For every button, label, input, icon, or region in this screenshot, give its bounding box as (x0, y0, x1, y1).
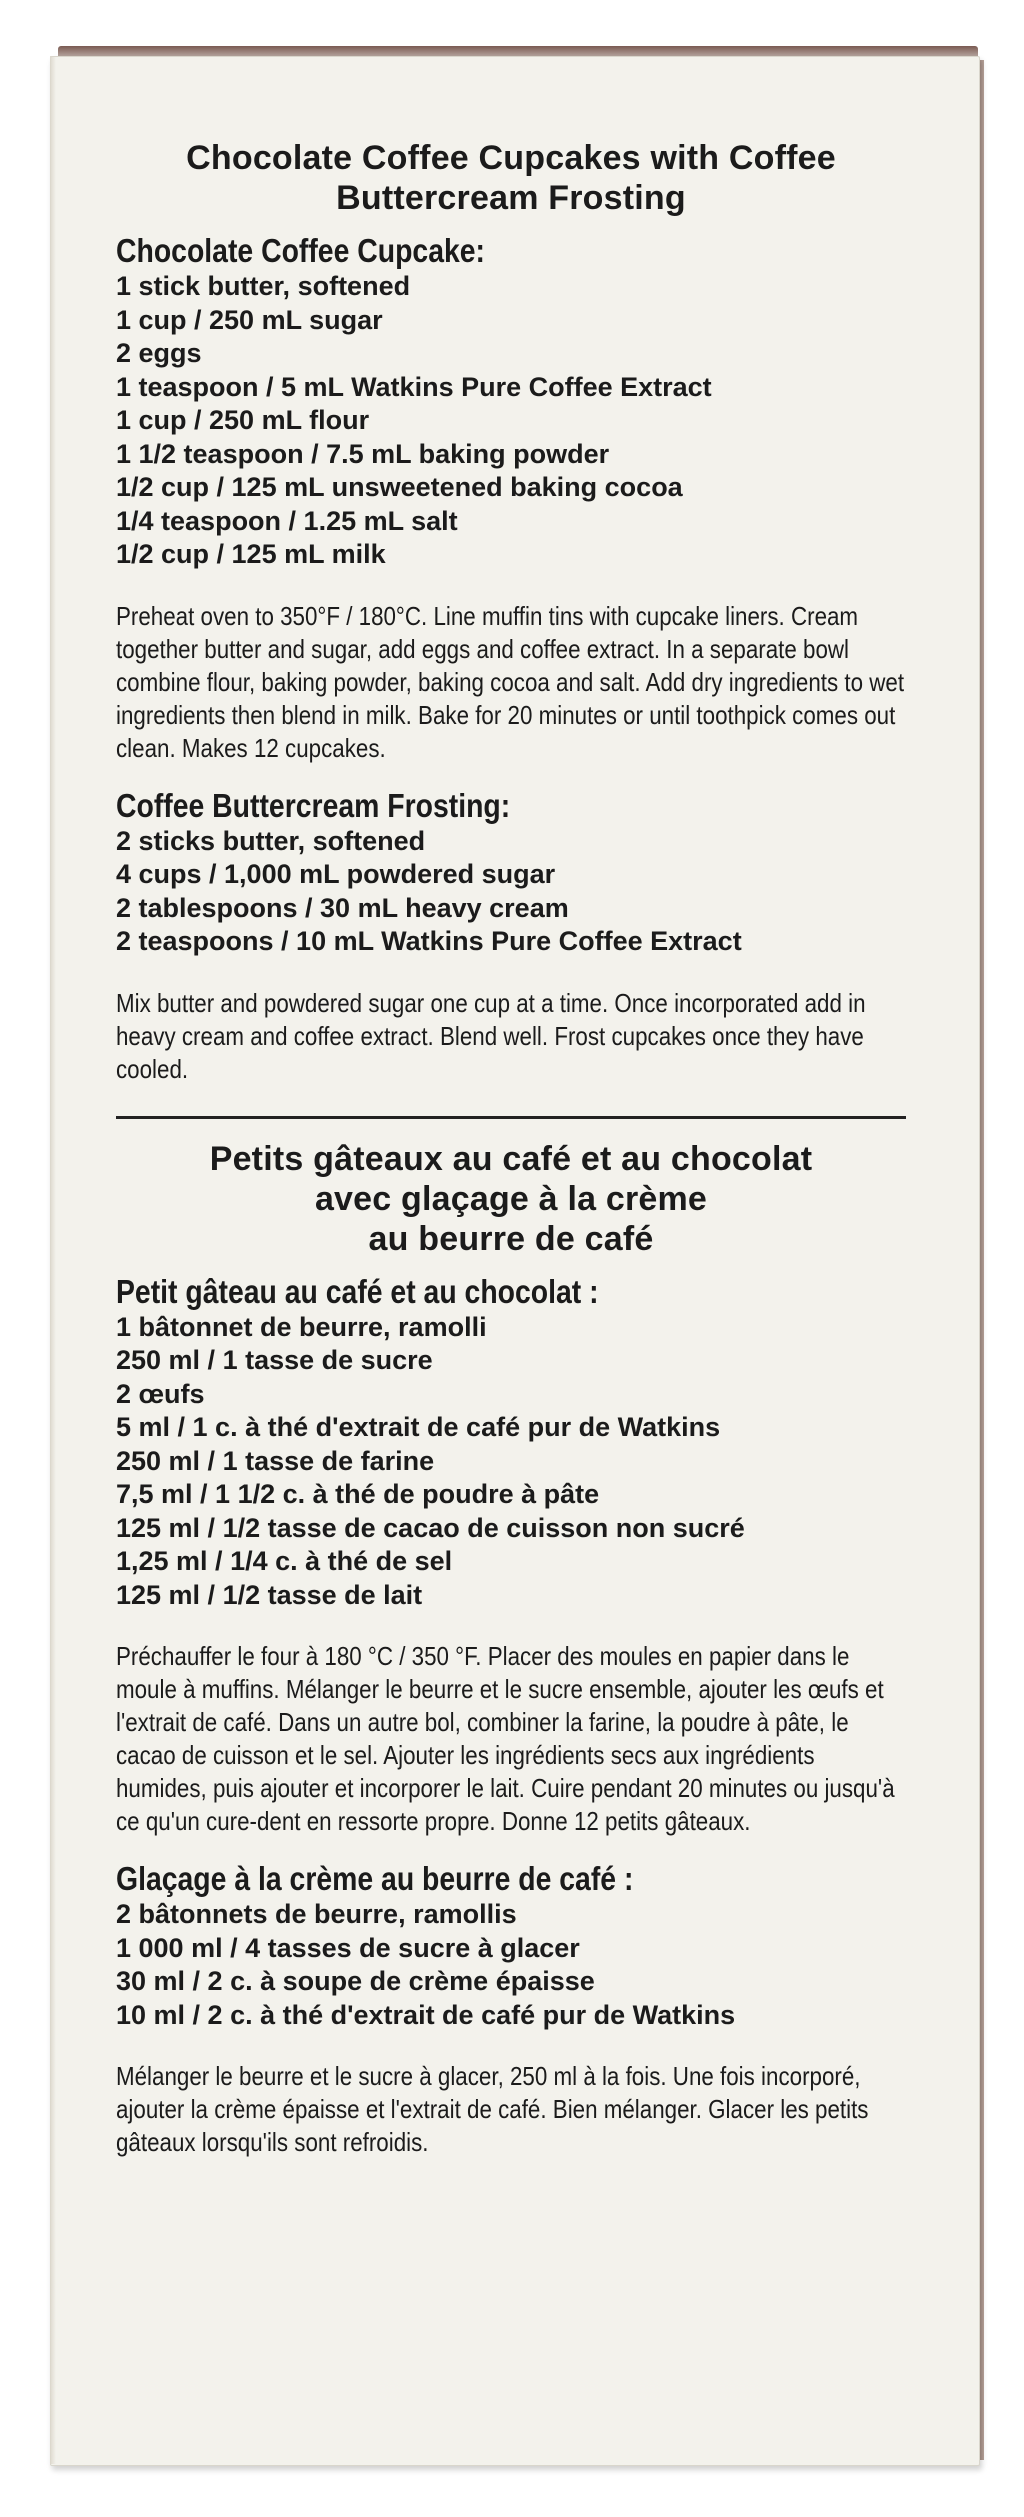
ingredient: 2 eggs (116, 338, 202, 368)
title-line: avec glaçage à la crème (314, 1179, 708, 1218)
cupcake-heading-french: Petit gâteau au café et au chocolat : (116, 1272, 599, 1310)
frosting-ingredients-french (116, 1898, 906, 2032)
recipe-content (116, 138, 906, 2159)
ingredient: 1 cup / 250 mL sugar (116, 304, 383, 335)
cupcake-instructions-french: Préchauffer le four à 180 °C / 350 °F. Placer des moules en papier dans le moule à muffins. Mélanger le beurre et le sucre ensemble, ajouter les œufs et l'extrait de café. Dans un autre bol, combiner la farine, la poudre à pâte, le cacao de cuisson et le sel. Ajouter les ingrédients secs aux ingrédients humides, puis ajouter et incorporer le lait. Cuire pendant 20 minutes ou jusqu'à ce qu'un cure-dent en ressorte propre. Donne 12 petits gâteaux. (116, 1641, 895, 1836)
ingredient: 1 teaspoon / 5 mL Watkins Pure Coffee Extract (116, 371, 712, 402)
ingredient: 2 teaspoons / 10 mL Watkins Pure Coffee Extract (116, 926, 742, 956)
title-line: au beurre de café (368, 1219, 654, 1258)
recipe-title-english (116, 138, 906, 218)
cupcake-heading-english: Chocolate Coffee Cupcake: (116, 232, 486, 269)
ingredient: 1 bâtonnet de beurre, ramolli (116, 1311, 487, 1342)
ingredient: 1 cup / 250 mL flour (116, 405, 370, 435)
ingredient: 1 000 ml / 4 tasses de sucre à glacer (116, 1932, 580, 1963)
frosting-instructions-french: Mélanger le beurre et le sucre à glacer, 250 ml à la fois. Une fois incorporé, ajouter la crème épaisse et l'extrait de café. Bien mélanger. Glacer les petits gâteaux lorsqu'ils sont refroidis. (116, 2061, 869, 2157)
ingredient: 7,5 ml / 1 1/2 c. à thé de poudre à pâte (116, 1479, 600, 1509)
cupcake-ingredients-french (116, 1311, 906, 1613)
cupcake-ingredients-english (116, 270, 906, 572)
ingredient: 125 ml / 1/2 tasse de cacao de cuisson non sucré (116, 1512, 745, 1543)
ingredient: 1/2 cup / 125 mL milk (116, 539, 386, 569)
ingredient: 250 ml / 1 tasse de sucre (116, 1345, 433, 1375)
ingredient: 1 stick butter, softened (116, 271, 411, 301)
ingredient: 2 bâtonnets de beurre, ramollis (116, 1899, 517, 1929)
ingredient: 250 ml / 1 tasse de farine (116, 1445, 435, 1476)
cupcake-instructions-english: Preheat oven to 350°F / 180°C. Line muffin tins with cupcake liners. Cream together butter and sugar, add eggs and coffee extract. In a separate bowl combine flour, baking powder, baking cocoa and salt. Add dry ingredients to wet ingredients then blend in milk. Bake for 20 minutes or until toothpick comes out clean. Makes 12 cupcakes. (116, 600, 905, 763)
frosting-instructions-english: Mix butter and powdered sugar one cup at a time. Once incorporated add in heavy cream and coffee extract. Blend well. Frost cupcakes once they have cooled. (116, 987, 866, 1084)
ingredient: 1/2 cup / 125 mL unsweetened baking cocoa (116, 472, 683, 502)
ingredient: 30 ml / 2 c. à soupe de crème épaisse (116, 1966, 595, 1996)
ingredient: 2 sticks butter, softened (116, 825, 426, 856)
title-line: Chocolate Coffee Cupcakes with Coffee (186, 139, 836, 177)
ingredient: 1,25 ml / 1/4 c. à thé de sel (116, 1546, 453, 1576)
frosting-heading-french: Glaçage à la crème au beurre de café : (116, 1860, 634, 1897)
ingredient: 125 ml / 1/2 tasse de lait (116, 1579, 423, 1610)
frosting-heading-english: Coffee Buttercream Frosting: (116, 786, 511, 824)
frosting-ingredients-english (116, 825, 906, 959)
ingredient: 2 tablespoons / 30 mL heavy cream (116, 892, 569, 923)
ingredient: 1/4 teaspoon / 1.25 mL salt (116, 505, 458, 536)
ingredient: 4 cups / 1,000 mL powdered sugar (116, 859, 556, 889)
ingredient: 2 œufs (116, 1378, 205, 1409)
section-divider (116, 1116, 906, 1119)
panel-fold-shadow (50, 56, 56, 2464)
title-line: Buttercream Frosting (336, 179, 686, 217)
title-line: Petits gâteaux au café et au chocolat (209, 1139, 813, 1178)
recipe-title-french (116, 1139, 906, 1259)
ingredient: 10 ml / 2 c. à thé d'extrait de café pur de Watkins (116, 1999, 736, 2030)
ingredient: 5 ml / 1 c. à thé d'extrait de café pur de Watkins (116, 1412, 721, 1442)
ingredient: 1 1/2 teaspoon / 7.5 mL baking powder (116, 438, 610, 469)
